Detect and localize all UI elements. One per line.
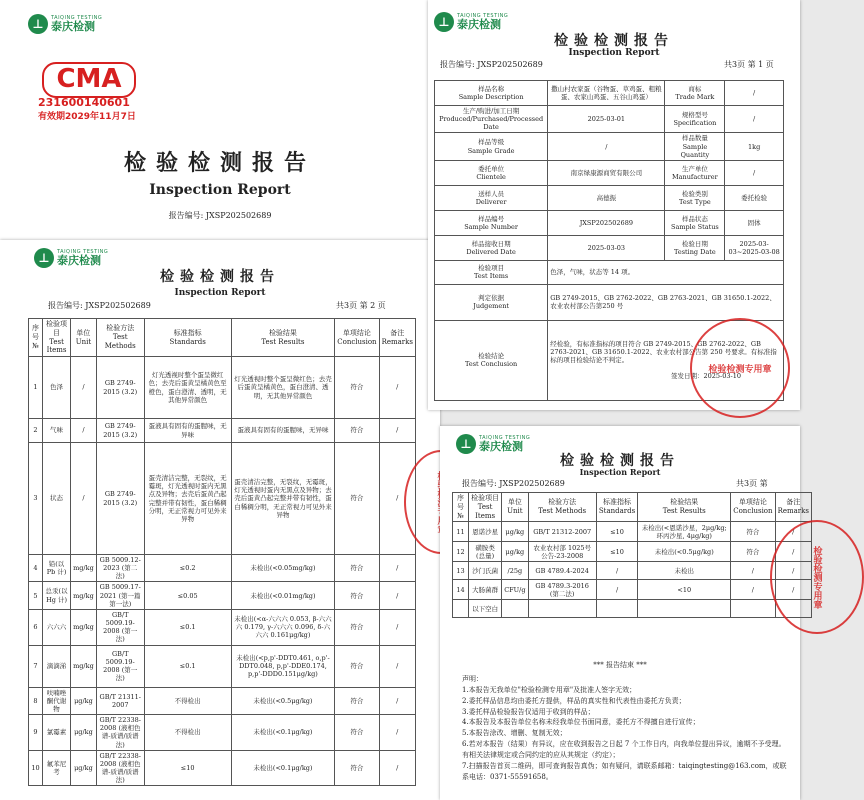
table-cell: 灯光透视时整个蛋呈微红色；去壳后蛋黄呈橘黄色至橙色，蛋白澄清、透明，无其他异常颜色 <box>144 357 231 419</box>
table-cell: / <box>731 562 775 580</box>
table-cell <box>453 600 469 618</box>
table-cell: 11 <box>453 522 469 542</box>
table-cell: / <box>379 609 415 645</box>
table-cell: ≤10 <box>144 750 231 786</box>
info-label: 检验日期 Testing Date <box>665 235 725 260</box>
table-header-cell <box>96 319 144 357</box>
table-cell: /25g <box>502 562 528 580</box>
table-cell: 磺胺类(总量) <box>468 542 501 562</box>
notes-title: 声明： <box>462 675 483 683</box>
p1-logo <box>434 12 508 32</box>
sign-date-value: 2025-03-10 <box>703 372 741 381</box>
table-cell: 滴滴涕 <box>42 645 70 687</box>
info-row <box>435 185 784 210</box>
table-cell: 符合 <box>335 357 379 419</box>
table-cell: 蛋液具有固有的蛋腥味，无异味 <box>144 419 231 443</box>
table-row <box>453 522 812 542</box>
note-item: 3.委托样品检验报告仅适用于收到的样品； <box>462 707 595 716</box>
header-en: Test Results <box>261 337 305 346</box>
table-cell: / <box>379 443 415 555</box>
info-row <box>435 235 784 260</box>
table-cell: GB 2749-2015 (3.2) <box>96 419 144 443</box>
p2-logo <box>34 248 108 268</box>
table-cell: 1 <box>29 357 43 419</box>
table-cell: GB 4789.4-2024 <box>528 562 596 580</box>
p3-results-table <box>452 492 812 618</box>
table-cell: 符合 <box>335 750 379 786</box>
table-cell: 符合 <box>335 419 379 443</box>
logo-cn: 泰庆检测 <box>457 18 501 31</box>
table-header-cell <box>71 319 97 357</box>
table-row <box>453 600 812 618</box>
table-cell: μg/kg <box>502 542 528 562</box>
header-en: Standards <box>598 507 636 516</box>
table-cell <box>638 600 731 618</box>
p3-title-en: Inspection Report <box>579 467 661 477</box>
cover-title-en: Inspection Report <box>149 182 291 198</box>
table-cell: / <box>775 562 811 580</box>
table-cell: μg/kg <box>71 687 97 714</box>
info-row <box>435 81 784 106</box>
table-cell <box>528 600 596 618</box>
header-cn: 标准指标 <box>173 328 202 337</box>
table-cell: ≤0.2 <box>144 555 231 582</box>
p2-title-cn: 检验检测报告 <box>160 269 280 285</box>
table-cell: 符合 <box>335 443 379 555</box>
table-cell: 12 <box>453 542 469 562</box>
table-cell: mg/kg <box>71 555 97 582</box>
table-row <box>29 357 416 419</box>
info-label: 样品数量 Sample Quantity <box>665 133 725 160</box>
table-row <box>29 750 416 786</box>
header-cn: 检验结果 <box>268 328 297 337</box>
table-row <box>29 715 416 751</box>
note-item: 1.本报告无我单位"检验检测专用章"及批准人签字无效； <box>462 685 637 694</box>
table-header-cell <box>335 319 379 357</box>
info-value: / <box>725 106 784 133</box>
info-label: 送样人员 Deliverer <box>435 185 548 210</box>
table-cell: mg/kg <box>71 609 97 645</box>
table-cell: 5 <box>29 582 43 609</box>
info-label: 样品编号 Sample Number <box>435 210 548 235</box>
table-cell: μg/kg <box>71 715 97 751</box>
table-cell: 8 <box>29 687 43 714</box>
table-cell: 蛋壳清洁完整，无裂纹，无霉斑，灯光透视时蛋内无黑点及异物；去壳后蛋黄凸起完整并带有韧性，蛋白稀稠分明，无正常视力可见外来异物 <box>231 443 335 555</box>
table-cell: 符合 <box>731 542 775 562</box>
table-cell: 未检出(<0.1μg/kg) <box>231 715 335 751</box>
table-header-cell <box>731 493 775 522</box>
table-cell: GB/T 22338-2008 (液相色谱-质谱/质谱法) <box>96 750 144 786</box>
table-cell: mg/kg <box>71 582 97 609</box>
table-cell: 呋喃唑酮代谢物 <box>42 687 70 714</box>
table-cell: 13 <box>453 562 469 580</box>
table-cell: 氯霉素 <box>42 715 70 751</box>
table-cell: GB 5009.17-2021 (第一篇 第一法) <box>96 582 144 609</box>
logo-cn: 泰庆检测 <box>51 20 95 33</box>
header-cn: 备注 <box>786 498 801 507</box>
p3-header-row <box>453 493 812 522</box>
table-cell: / <box>775 542 811 562</box>
table-cell: 未检出(<p,p'-DDT0.461, o,p'-DDT0.048, p,p'-DDE0.174, p,p'-DDD0.151μg/kg) <box>231 645 335 687</box>
table-cell: 2 <box>29 419 43 443</box>
info-row <box>435 160 784 185</box>
table-cell: 六六六 <box>42 609 70 645</box>
header-cn: 单位 <box>76 328 91 337</box>
note-item: 4.本报告及本报告单位名称未经我单位书面同意，委托方不得擅自进行宣传； <box>462 718 700 727</box>
header-cn: 检验方法 <box>106 324 135 333</box>
report-page-2 <box>0 240 440 800</box>
p3-end-mark: *** 报告结束 *** <box>593 661 647 669</box>
table-header-cell <box>468 493 501 522</box>
table-cell: GB/T 22338-2008 (液相色谱-质谱/质谱法) <box>96 715 144 751</box>
table-cell: 符合 <box>335 609 379 645</box>
table-header-cell <box>638 493 731 522</box>
table-cell: / <box>379 645 415 687</box>
table-cell: 大肠菌群 <box>468 580 501 600</box>
info-label: 判定依据 Judgement <box>435 284 548 320</box>
table-cell: 符合 <box>731 522 775 542</box>
cover-report-no: 报告编号: JXSP202502689 <box>168 211 272 220</box>
table-cell: / <box>379 715 415 751</box>
table-cell: / <box>379 750 415 786</box>
logo-en: TAIQING TESTING <box>57 249 109 255</box>
header-en: № <box>32 341 39 350</box>
logo-en: TAIQING TESTING <box>51 15 103 21</box>
header-en: Unit <box>75 337 92 346</box>
table-row <box>453 580 812 600</box>
header-cn: 检验项目 <box>46 320 68 337</box>
report-page-1 <box>428 0 800 410</box>
header-en: Remarks <box>777 507 809 516</box>
table-header-cell <box>231 319 335 357</box>
table-cell: 未检出(<α-六六六 0.053, β-六六六 0.179, γ-六六六 0.096, δ-六六六 0.161μg/kg) <box>231 609 335 645</box>
info-label: 样品接收日期 Delivered Date <box>435 235 548 260</box>
table-cell <box>502 600 528 618</box>
table-header-cell <box>596 493 637 522</box>
table-cell: / <box>379 582 415 609</box>
table-cell: GB 2749-2015 (3.2) <box>96 443 144 555</box>
header-cn: 备注 <box>390 328 405 337</box>
note-item: 6.若对本报告（结果）有异议，应在收到报告之日起 7 个工作日内，向我单位提出异议，逾期不予受理。有相关法律规定或合同约定的应从其规定（约定）； <box>462 740 786 759</box>
p2-report-no: 报告编号: JXSP202502689 <box>48 301 151 310</box>
cover-title-cn: 检验检测报告 <box>123 151 316 176</box>
table-cell: 符合 <box>335 687 379 714</box>
table-cell: GB 5009.12-2023 (第二法) <box>96 555 144 582</box>
table-cell: 气味 <box>42 419 70 443</box>
table-cell: 6 <box>29 609 43 645</box>
logo-en: TAIQING TESTING <box>457 13 509 19</box>
table-cell: 不得检出 <box>144 715 231 751</box>
header-cn: 序号 <box>456 494 464 511</box>
info-label: 生产单位 Manufacturer <box>665 160 725 185</box>
table-cell: 未检出(<0.01mg/kg) <box>231 582 335 609</box>
table-cell <box>596 600 637 618</box>
table-cell: 未检出 <box>638 562 731 580</box>
table-cell: μg/kg <box>71 750 97 786</box>
info-label: 检验类别 Test Type <box>665 185 725 210</box>
cma-number: 231600140601 <box>38 96 130 109</box>
note-item: 7.扫描报告首页二维码，即可查询报告真伪；如有疑问，请联系邮箱：taiqingtesting@163.com，或联系电话：0371-55591658。 <box>462 761 787 781</box>
info-value: 高德振 <box>548 185 665 210</box>
info-value: 1kg <box>725 133 784 160</box>
table-cell: 14 <box>453 580 469 600</box>
cma-mark: CMA <box>42 62 136 98</box>
p1-page-info: 共3页 第 1 页 <box>724 60 774 69</box>
table-cell: 状态 <box>42 443 70 555</box>
table-cell: 未检出(<0.1μg/kg) <box>231 750 335 786</box>
table-cell: 7 <box>29 645 43 687</box>
info-label: 检验项目 Test Items <box>435 260 548 284</box>
info-value: 色泽，气味，状态等 14 项。 <box>548 260 784 284</box>
table-cell: GB 4789.3-2016 (第二法) <box>528 580 596 600</box>
table-row <box>29 582 416 609</box>
table-cell: / <box>775 580 811 600</box>
p2-title-en: Inspection Report <box>174 288 266 298</box>
table-row <box>29 443 416 555</box>
table-cell: GB/T 21312-2007 <box>528 522 596 542</box>
header-en: Unit <box>507 507 523 516</box>
cover-page <box>0 0 440 240</box>
header-en: Test Methods <box>538 507 587 516</box>
header-cn: 检验方法 <box>548 498 577 507</box>
table-header-cell <box>42 319 70 357</box>
table-cell: 铅(以 Pb 计) <box>42 555 70 582</box>
table-cell: 4 <box>29 555 43 582</box>
table-header-cell <box>775 493 811 522</box>
table-cell: 未检出(<0.05mg/kg) <box>231 555 335 582</box>
taiqing-logo-icon: ⊥ <box>434 12 454 32</box>
table-cell: 符合 <box>335 645 379 687</box>
table-cell: GB/T 5009.19-2008 (第一法) <box>96 645 144 687</box>
info-label: 样品等级 Sample Grade <box>435 133 548 160</box>
info-value: 2025-03-01 <box>548 106 665 133</box>
logo-cn: 泰庆检测 <box>479 440 523 453</box>
table-cell: / <box>71 419 97 443</box>
cover-logo <box>28 14 102 34</box>
info-value: / <box>725 81 784 106</box>
header-cn: 序号 <box>31 324 39 342</box>
info-label: 检验结论 Test Conclusion <box>435 320 548 400</box>
table-cell: 沙门氏菌 <box>468 562 501 580</box>
table-cell: ≤0.1 <box>144 609 231 645</box>
info-value: GB 2749-2015、GB 2762-2022、GB 2763-2021、GB 31650.1-2022、农业农村部公告第250 号 <box>548 284 784 320</box>
info-label: 商标 Trade Mark <box>665 81 725 106</box>
table-cell: / <box>731 580 775 600</box>
header-en: Conclusion <box>337 337 377 346</box>
info-value: JXSP202502689 <box>548 210 665 235</box>
table-cell: / <box>379 357 415 419</box>
table-cell: 未检出(<恩诺沙星，2μg/kg; 环丙沙星, 4μg/kg) <box>638 522 731 542</box>
taiqing-logo-icon: ⊥ <box>34 248 54 268</box>
info-row <box>435 106 784 133</box>
table-row <box>453 542 812 562</box>
info-row <box>435 210 784 235</box>
info-value: 固体 <box>725 210 784 235</box>
info-value: / <box>725 160 784 185</box>
table-cell: 总汞(以 Hg 计) <box>42 582 70 609</box>
info-label: 样品状态 Sample Status <box>665 210 725 235</box>
table-cell: / <box>596 580 637 600</box>
table-cell: 灯光透视时整个蛋呈微红色；去壳后蛋黄呈橘黄色，蛋白澄清、透明，无其他异常颜色 <box>231 357 335 419</box>
table-cell: / <box>596 562 637 580</box>
table-cell: GB 2749-2015 (3.2) <box>96 357 144 419</box>
table-header-cell <box>502 493 528 522</box>
info-value: 2025-03-03~2025-03-08 <box>725 235 784 260</box>
table-cell: μg/kg <box>502 522 528 542</box>
header-en: Conclusion <box>733 507 773 516</box>
taiqing-logo-icon: ⊥ <box>28 14 48 34</box>
header-en: Test Results <box>662 507 706 516</box>
info-row <box>435 260 784 284</box>
table-cell: 恩诺沙星 <box>468 522 501 542</box>
table-cell: <10 <box>638 580 731 600</box>
table-header-cell <box>528 493 596 522</box>
table-cell: 未检出(<0.5μg/kg) <box>231 687 335 714</box>
header-en: Remarks <box>381 337 413 346</box>
info-row <box>435 133 784 160</box>
note-item: 5.本报告涂改、增删、复制无效； <box>462 729 567 738</box>
table-cell: ≤10 <box>596 522 637 542</box>
table-cell: / <box>775 522 811 542</box>
header-cn: 单项结论 <box>342 328 371 337</box>
p2-page-info: 共3页 第 2 页 <box>336 301 386 310</box>
table-cell: ≤0.1 <box>144 645 231 687</box>
header-en: № <box>457 511 464 520</box>
table-cell: ≤10 <box>596 542 637 562</box>
p1-stamp: 检验检测专用章 <box>690 318 790 418</box>
table-cell: ≤0.05 <box>144 582 231 609</box>
table-cell: 蛋壳清洁完整，无裂纹，无霉斑，灯光透视时蛋内无黑点及异物；去壳后蛋黄凸起完整并带有韧性，蛋白稀稠分明，无正常视力可见外来异物 <box>144 443 231 555</box>
table-cell <box>731 600 775 618</box>
header-en: Standards <box>169 337 206 346</box>
taiqing-logo-icon: ⊥ <box>456 434 476 454</box>
header-cn: 检验项目 <box>471 494 500 502</box>
table-cell: 符合 <box>335 715 379 751</box>
table-cell: 不得检出 <box>144 687 231 714</box>
table-header-cell <box>144 319 231 357</box>
p1-title-cn: 检验检测报告 <box>554 33 674 49</box>
table-header-cell <box>29 319 43 357</box>
header-cn: 标准指标 <box>603 498 632 507</box>
header-cn: 单项结论 <box>738 498 767 507</box>
table-cell: / <box>379 419 415 443</box>
p3-stamp: 检验检测专用章 <box>770 520 864 634</box>
p3-notes <box>462 674 790 782</box>
table-cell: / <box>71 443 97 555</box>
table-cell: 未检出(<0.5μg/kg) <box>638 542 731 562</box>
info-value: 委托检验 <box>725 185 784 210</box>
info-label: 样品名称 Sample Description <box>435 81 548 106</box>
p1-title-en: Inspection Report <box>568 48 660 58</box>
info-label: 生产/购进/加工日期 Produced/Purchased/Processed Date <box>435 106 548 133</box>
table-row <box>29 419 416 443</box>
header-cn: 单位 <box>507 498 522 507</box>
info-value: 南京绿康源商贸有限公司 <box>548 160 665 185</box>
note-item: 2.委托样品信息均由委托方提供，样品的真实性和代表性由委托方负责； <box>462 696 686 705</box>
table-cell: 10 <box>29 750 43 786</box>
table-cell: GB/T 5009.19-2008 (第一法) <box>96 609 144 645</box>
p2-header-row <box>29 319 416 357</box>
table-cell: 9 <box>29 715 43 751</box>
table-cell: / <box>71 357 97 419</box>
info-value: 2025-03-03 <box>548 235 665 260</box>
header-en: Test Items <box>46 337 67 355</box>
p1-report-no: 报告编号: JXSP202502689 <box>440 60 543 69</box>
table-row <box>29 555 416 582</box>
table-row <box>453 562 812 580</box>
table-cell: 氟苯尼考 <box>42 750 70 786</box>
cma-valid: 有效期2029年11月7日 <box>38 112 136 122</box>
info-label: 委托单位 Clientele <box>435 160 548 185</box>
table-cell: mg/kg <box>71 645 97 687</box>
info-value: / <box>548 133 665 160</box>
table-cell: 符合 <box>335 555 379 582</box>
table-cell: GB/T 21311-2007 <box>96 687 144 714</box>
header-en: Test Items <box>475 502 496 520</box>
p3-title-cn: 检验检测报告 <box>560 453 680 469</box>
table-cell: 符合 <box>335 582 379 609</box>
info-row <box>435 284 784 320</box>
table-cell: 3 <box>29 443 43 555</box>
sign-date-label: 签发日期： <box>671 372 704 381</box>
table-header-cell <box>379 319 415 357</box>
table-cell: 蛋液具有固有的蛋腥味，无异味 <box>231 419 335 443</box>
table-header-cell <box>453 493 469 522</box>
table-cell: CFU/g <box>502 580 528 600</box>
p3-page-info: 共3页 第 <box>736 479 768 488</box>
table-row <box>29 645 416 687</box>
info-label: 规格型号 Specification <box>665 106 725 133</box>
info-value: 撒山村农家蛋（谷物蛋、草鸡蛋、粗粮蛋、农家山鸡蛋、五谷山鸡蛋） <box>548 81 665 106</box>
p3-report-no: 报告编号: JXSP202502689 <box>462 479 565 488</box>
table-cell: 以下空白 <box>468 600 501 618</box>
info-value: 经检验，有标准指标的项目符合 GB 2749-2015、GB 2762-2022、GB 2763-2021、GB 31650.1-2022、农业农村部公告第 250 号要求。有标准指标的项目检验结论不判定。 签发日期：2025-03-10 <box>548 320 784 400</box>
table-cell: 色泽 <box>42 357 70 419</box>
header-cn: 检验结果 <box>670 498 699 507</box>
logo-cn: 泰庆检测 <box>57 254 101 267</box>
table-row <box>29 609 416 645</box>
table-cell: / <box>379 555 415 582</box>
logo-en: TAIQING TESTING <box>479 435 531 441</box>
header-en: Test Methods <box>104 333 136 350</box>
table-cell: 农业农村部 1025号公告-23-2008 <box>528 542 596 562</box>
p2-results-table <box>28 318 416 786</box>
table-row <box>29 687 416 714</box>
report-page-3 <box>440 426 809 800</box>
table-cell: / <box>379 687 415 714</box>
